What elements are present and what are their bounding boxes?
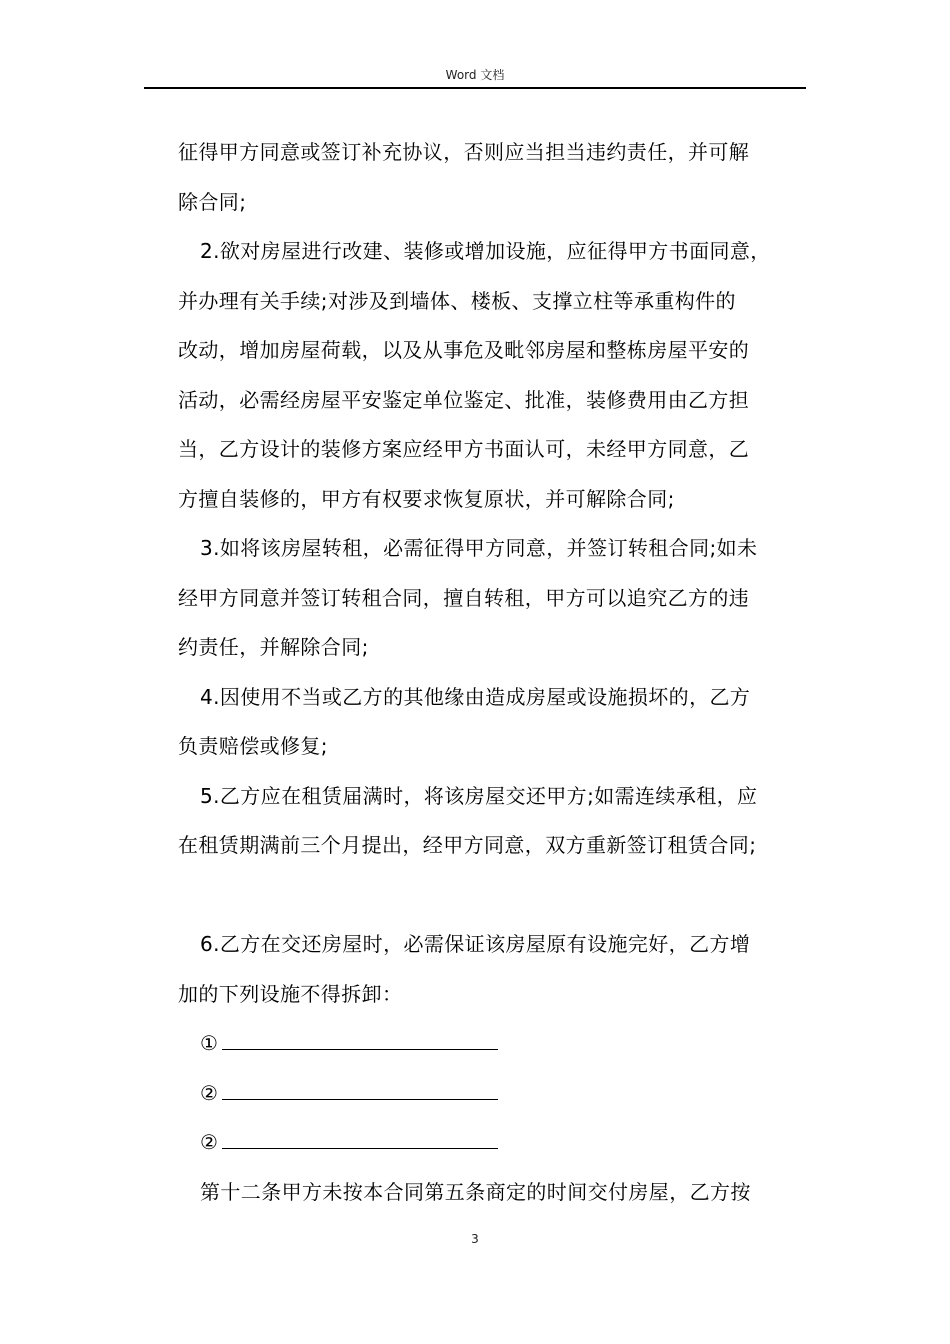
header-rule: [144, 87, 806, 89]
paragraph-item-2: [178, 227, 810, 524]
blank-item: [178, 1118, 810, 1168]
blank-item: [178, 1069, 810, 1119]
paragraph-article-12: [178, 1168, 810, 1218]
paragraph-item-5: [178, 772, 810, 871]
fill-in-blank: [222, 1081, 498, 1100]
paragraph-item-4: [178, 673, 810, 772]
circled-number-marker: ②: [200, 1080, 219, 1105]
text-line: 改动，增加房屋荷载，以及从事危及毗邻房屋和整栋房屋平安的: [178, 338, 750, 362]
text-line: 6.乙方在交还房屋时，必需保证该房屋原有设施完好，乙方增: [200, 932, 751, 956]
paragraph-item-3: [178, 524, 810, 673]
fill-in-blank: [222, 1031, 498, 1050]
text-line: 除合同;: [178, 189, 247, 214]
paragraph-item-6: [178, 920, 810, 1019]
text-line: 约责任，并解除合同;: [178, 635, 369, 659]
text-line: 5.乙方应在租赁届满时，将该房屋交还甲方;如需连续承租，应: [200, 783, 758, 808]
text-line: 方擅自装修的，甲方有权要求恢复原状，并可解除合同;: [178, 486, 675, 511]
paragraph-gap: [178, 871, 810, 921]
text-line: 经甲方同意并签订转租合同，擅自转租，甲方可以追究乙方的违: [178, 585, 750, 610]
fill-in-blank: [222, 1130, 498, 1149]
document-body: [178, 128, 810, 1217]
text-line: 当，乙方设计的装修方案应经甲方书面认可，未经甲方同意，乙: [178, 437, 750, 461]
text-line: 4.因使用不当或乙方的其他缘由造成房屋或设施损坏的，乙方: [200, 684, 751, 709]
page-header: Word 文档: [445, 68, 505, 82]
text-line: 第十二条甲方未按本合同第五条商定的时间交付房屋，乙方按: [200, 1179, 751, 1204]
blank-list: [178, 1019, 810, 1168]
text-line: 并办理有关手续;对涉及到墙体、楼板、支撑立柱等承重构件的: [178, 288, 736, 313]
circled-number-marker: ①: [200, 1031, 219, 1055]
text-line: 在租赁期满前三个月提出，经甲方同意，双方重新签订租赁合同;: [178, 833, 757, 857]
text-line: 负责赔偿或修复;: [178, 734, 328, 758]
text-line: 活动，必需经房屋平安鉴定单位鉴定、批准，装修费用由乙方担: [178, 387, 750, 412]
paragraph-continuation: [178, 128, 810, 227]
text-line: 3.如将该房屋转租，必需征得甲方同意，并签订转租合同;如未: [200, 536, 758, 560]
page-number: 3: [471, 1232, 479, 1246]
text-line: 征得甲方同意或签订补充协议，否则应当担当违约责任，并可解: [178, 140, 750, 164]
text-line: 2.欲对房屋进行改建、装修或增加设施，应征得甲方书面同意，: [200, 239, 771, 263]
text-line: 加的下列设施不得拆卸：: [178, 981, 403, 1006]
circled-number-marker: ②: [200, 1130, 219, 1154]
blank-item: [178, 1019, 810, 1069]
